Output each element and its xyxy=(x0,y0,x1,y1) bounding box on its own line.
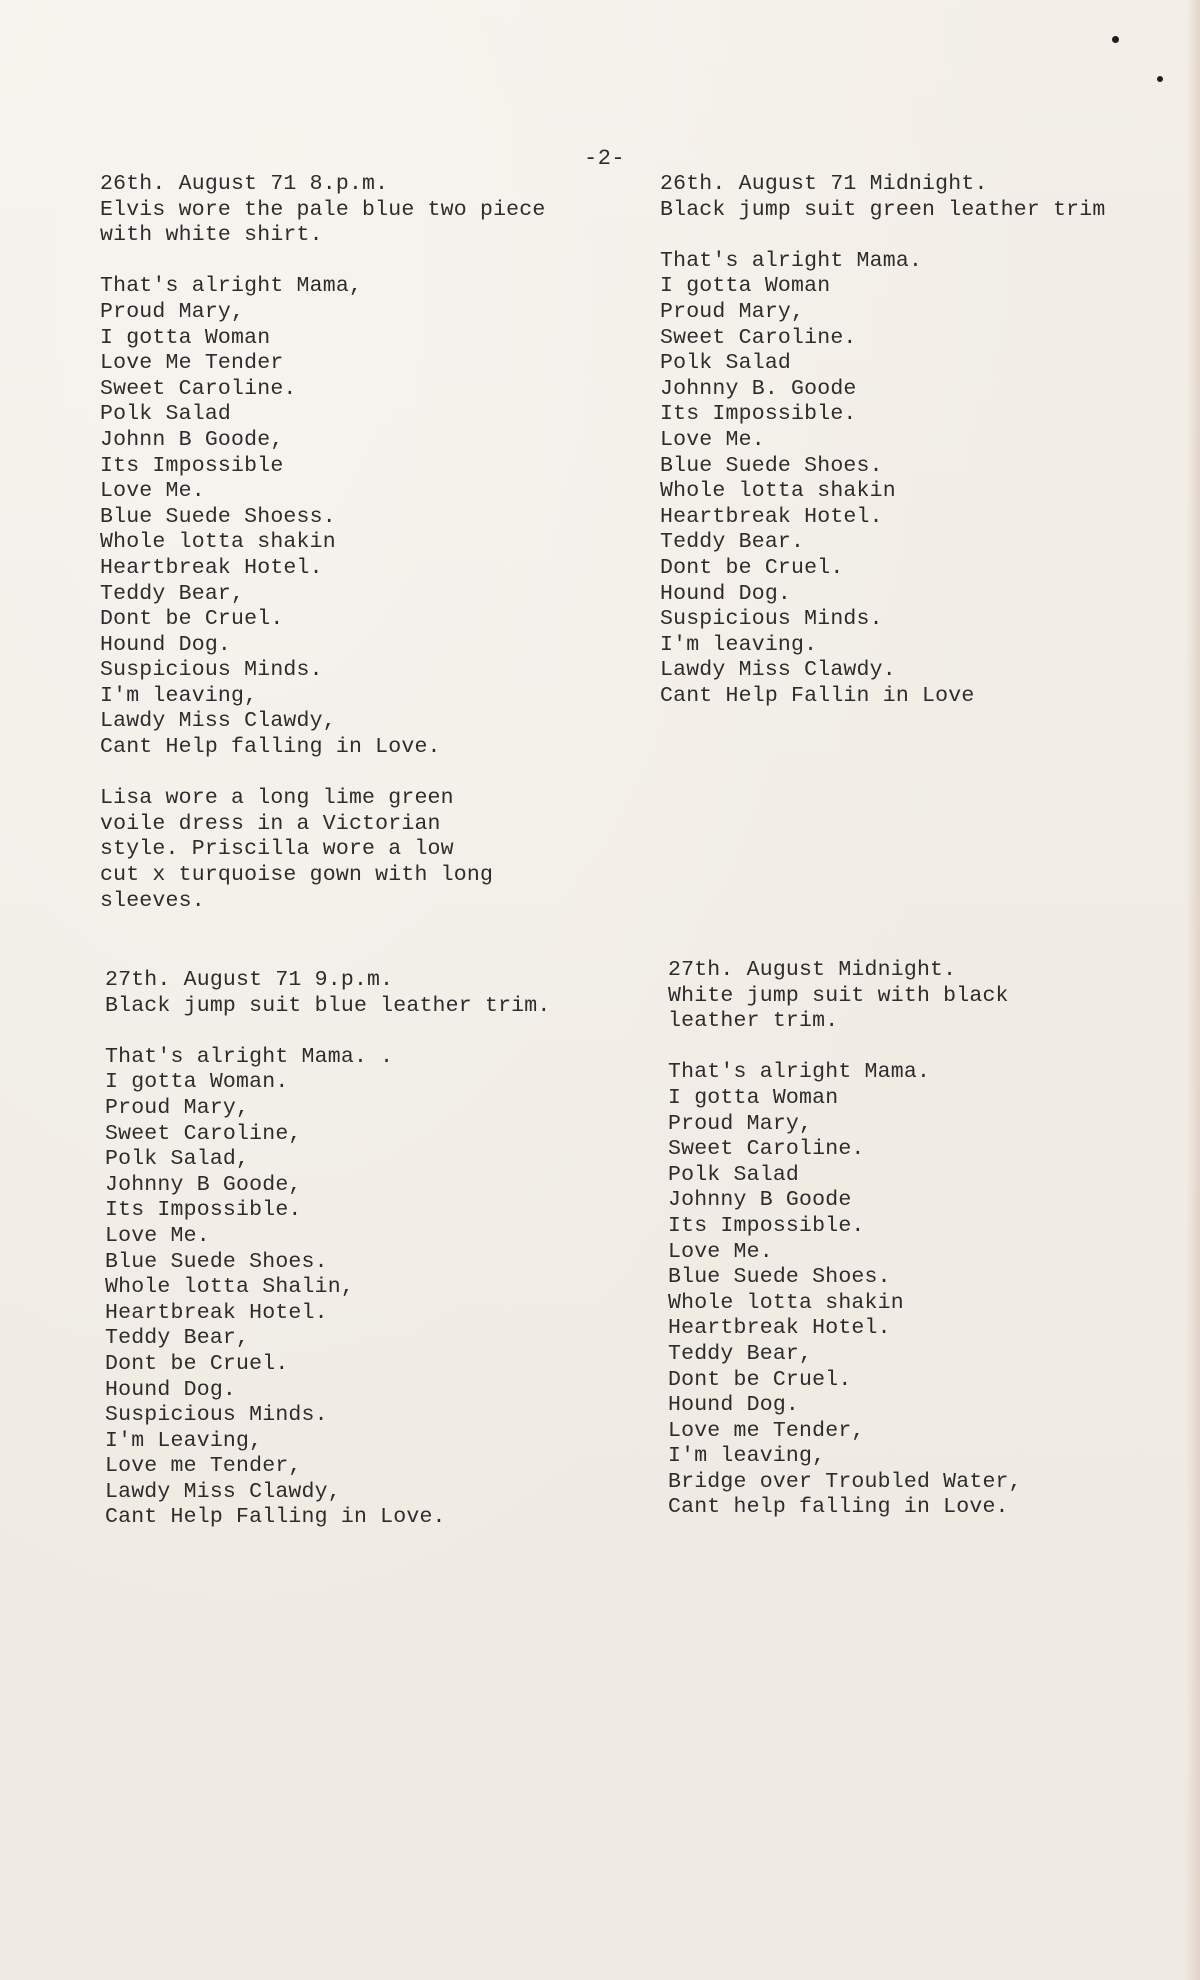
outfit-description: White jump suit with black xyxy=(668,983,1009,1008)
song-title: Love Me. xyxy=(100,479,205,504)
song-title: I'm Leaving, xyxy=(105,1428,263,1453)
song-title: Lawdy Miss Clawdy. xyxy=(660,658,896,683)
song-title: Sweet Caroline, xyxy=(105,1121,302,1146)
song-title: Suspicious Minds. xyxy=(100,658,323,683)
setlist-aug27-midnight xyxy=(668,958,1022,1521)
song-title: Heartbreak Hotel. xyxy=(100,555,323,580)
outfit-note: voile dress in a Victorian xyxy=(100,811,441,836)
song-title: Proud Mary, xyxy=(100,299,245,324)
song-title: Whole lotta shakin xyxy=(660,479,896,504)
song-title: Sweet Caroline. xyxy=(100,376,297,401)
song-title: Its Impossible. xyxy=(668,1213,865,1238)
song-title: Polk Salad xyxy=(660,351,792,376)
song-title: I gotta Woman xyxy=(660,274,831,299)
song-title: Blue Suede Shoess. xyxy=(100,504,336,529)
outfit-description: leather trim. xyxy=(668,1009,839,1034)
song-title: Sweet Caroline. xyxy=(660,325,857,350)
blank-line xyxy=(105,1019,550,1045)
song-title: Heartbreak Hotel. xyxy=(105,1300,328,1325)
outfit-note: cut x turquoise gown with long xyxy=(100,863,494,888)
song-title: Lawdy Miss Clawdy, xyxy=(105,1479,341,1504)
song-title: Teddy Bear, xyxy=(100,581,245,606)
song-title: Love me Tender, xyxy=(668,1418,865,1443)
outfit-description: Black jump suit green leather trim xyxy=(660,197,1106,222)
song-title: I'm leaving, xyxy=(100,683,258,708)
song-title: Suspicious Minds. xyxy=(660,607,883,632)
outfit-description: Elvis wore the pale blue two piece xyxy=(100,197,546,222)
ink-speck xyxy=(1157,76,1163,82)
song-title: Johnny B Goode xyxy=(668,1188,852,1213)
blank-line xyxy=(660,223,1105,249)
outfit-description: with white shirt. xyxy=(100,223,323,248)
song-title: Whole lotta shakin xyxy=(668,1290,904,1315)
section-date: 26th. August 71 8.p.m. xyxy=(100,172,389,196)
song-title: Its Impossible xyxy=(100,453,284,478)
song-title: Blue Suede Shoes. xyxy=(105,1249,328,1274)
song-title: Heartbreak Hotel. xyxy=(660,504,883,529)
song-title: I gotta Woman. xyxy=(105,1070,289,1095)
outfit-note: Lisa wore a long lime green xyxy=(100,786,454,811)
page-number: -2- xyxy=(584,146,626,171)
song-title: Hound Dog. xyxy=(105,1377,237,1402)
song-title: Dont be Cruel. xyxy=(100,607,284,632)
song-title: Teddy Bear, xyxy=(668,1341,813,1366)
song-title: I'm leaving. xyxy=(660,632,818,657)
setlist-aug27-9pm xyxy=(105,968,550,1531)
section-date: 26th. August 71 Midnight. xyxy=(660,172,988,196)
song-title: Cant Help Falling in Love. xyxy=(105,1505,446,1530)
song-title: Proud Mary, xyxy=(105,1095,250,1120)
song-title: I gotta Woman xyxy=(100,325,271,350)
song-title: Whole lotta shakin xyxy=(100,530,336,555)
song-title: Lawdy Miss Clawdy, xyxy=(100,709,336,734)
song-title: Proud Mary, xyxy=(660,299,805,324)
song-title: Hound Dog. xyxy=(668,1393,800,1418)
song-title: That's alright Mama. xyxy=(660,248,923,273)
song-title: That's alright Mama. . xyxy=(105,1044,394,1069)
blank-line xyxy=(100,249,545,275)
song-title: Johnny B. Goode xyxy=(660,376,857,401)
song-title: Love me Tender, xyxy=(105,1454,302,1479)
song-title: Love Me. xyxy=(660,427,765,452)
setlist-aug26-midnight xyxy=(660,172,1105,709)
song-title: Dont be Cruel. xyxy=(660,555,844,580)
song-title: Sweet Caroline. xyxy=(668,1137,865,1162)
song-title: Blue Suede Shoes. xyxy=(668,1265,891,1290)
song-title: Dont be Cruel. xyxy=(668,1367,852,1392)
song-title: Love Me Tender xyxy=(100,351,284,376)
blank-line xyxy=(668,1035,1022,1061)
song-title: Cant help falling in Love. xyxy=(668,1495,1009,1520)
song-title: Teddy Bear, xyxy=(105,1326,250,1351)
song-title: I'm leaving, xyxy=(668,1444,826,1469)
song-title: I gotta Woman xyxy=(668,1085,839,1110)
song-title: Heartbreak Hotel. xyxy=(668,1316,891,1341)
song-title: Love Me. xyxy=(105,1223,210,1248)
section-date: 27th. August 71 9.p.m. xyxy=(105,968,394,992)
song-title: Teddy Bear. xyxy=(660,530,805,555)
song-title: Its Impossible. xyxy=(105,1198,302,1223)
paper-edge xyxy=(1186,0,1200,1980)
blank-line xyxy=(100,761,545,787)
song-title: Blue Suede Shoes. xyxy=(660,453,883,478)
outfit-note: sleeves. xyxy=(100,888,205,913)
song-title: That's alright Mama, xyxy=(100,274,363,299)
song-title: Suspicious Minds. xyxy=(105,1403,328,1428)
song-title: Its Impossible. xyxy=(660,402,857,427)
ink-speck xyxy=(1112,36,1119,43)
outfit-description: Black jump suit blue leather trim. xyxy=(105,993,551,1018)
song-title: Whole lotta Shalin, xyxy=(105,1275,354,1300)
setlist-aug26-8pm xyxy=(100,172,545,914)
outfit-note: style. Priscilla wore a low xyxy=(100,837,454,862)
song-title: Bridge over Troubled Water, xyxy=(668,1469,1022,1494)
section-date: 27th. August Midnight. xyxy=(668,958,957,982)
song-title: Polk Salad xyxy=(100,402,232,427)
song-title: Polk Salad xyxy=(668,1162,800,1187)
song-title: Dont be Cruel. xyxy=(105,1351,289,1376)
song-title: Cant Help Fallin in Love xyxy=(660,683,975,708)
song-title: Cant Help falling in Love. xyxy=(100,735,441,760)
song-title: Polk Salad, xyxy=(105,1147,250,1172)
song-title: Hound Dog. xyxy=(660,581,792,606)
song-title: Love Me. xyxy=(668,1239,773,1264)
song-title: Johnny B Goode, xyxy=(105,1172,302,1197)
song-title: Proud Mary, xyxy=(668,1111,813,1136)
song-title: That's alright Mama. xyxy=(668,1060,931,1085)
song-title: Hound Dog. xyxy=(100,632,232,657)
song-title: Johnn B Goode, xyxy=(100,427,284,452)
